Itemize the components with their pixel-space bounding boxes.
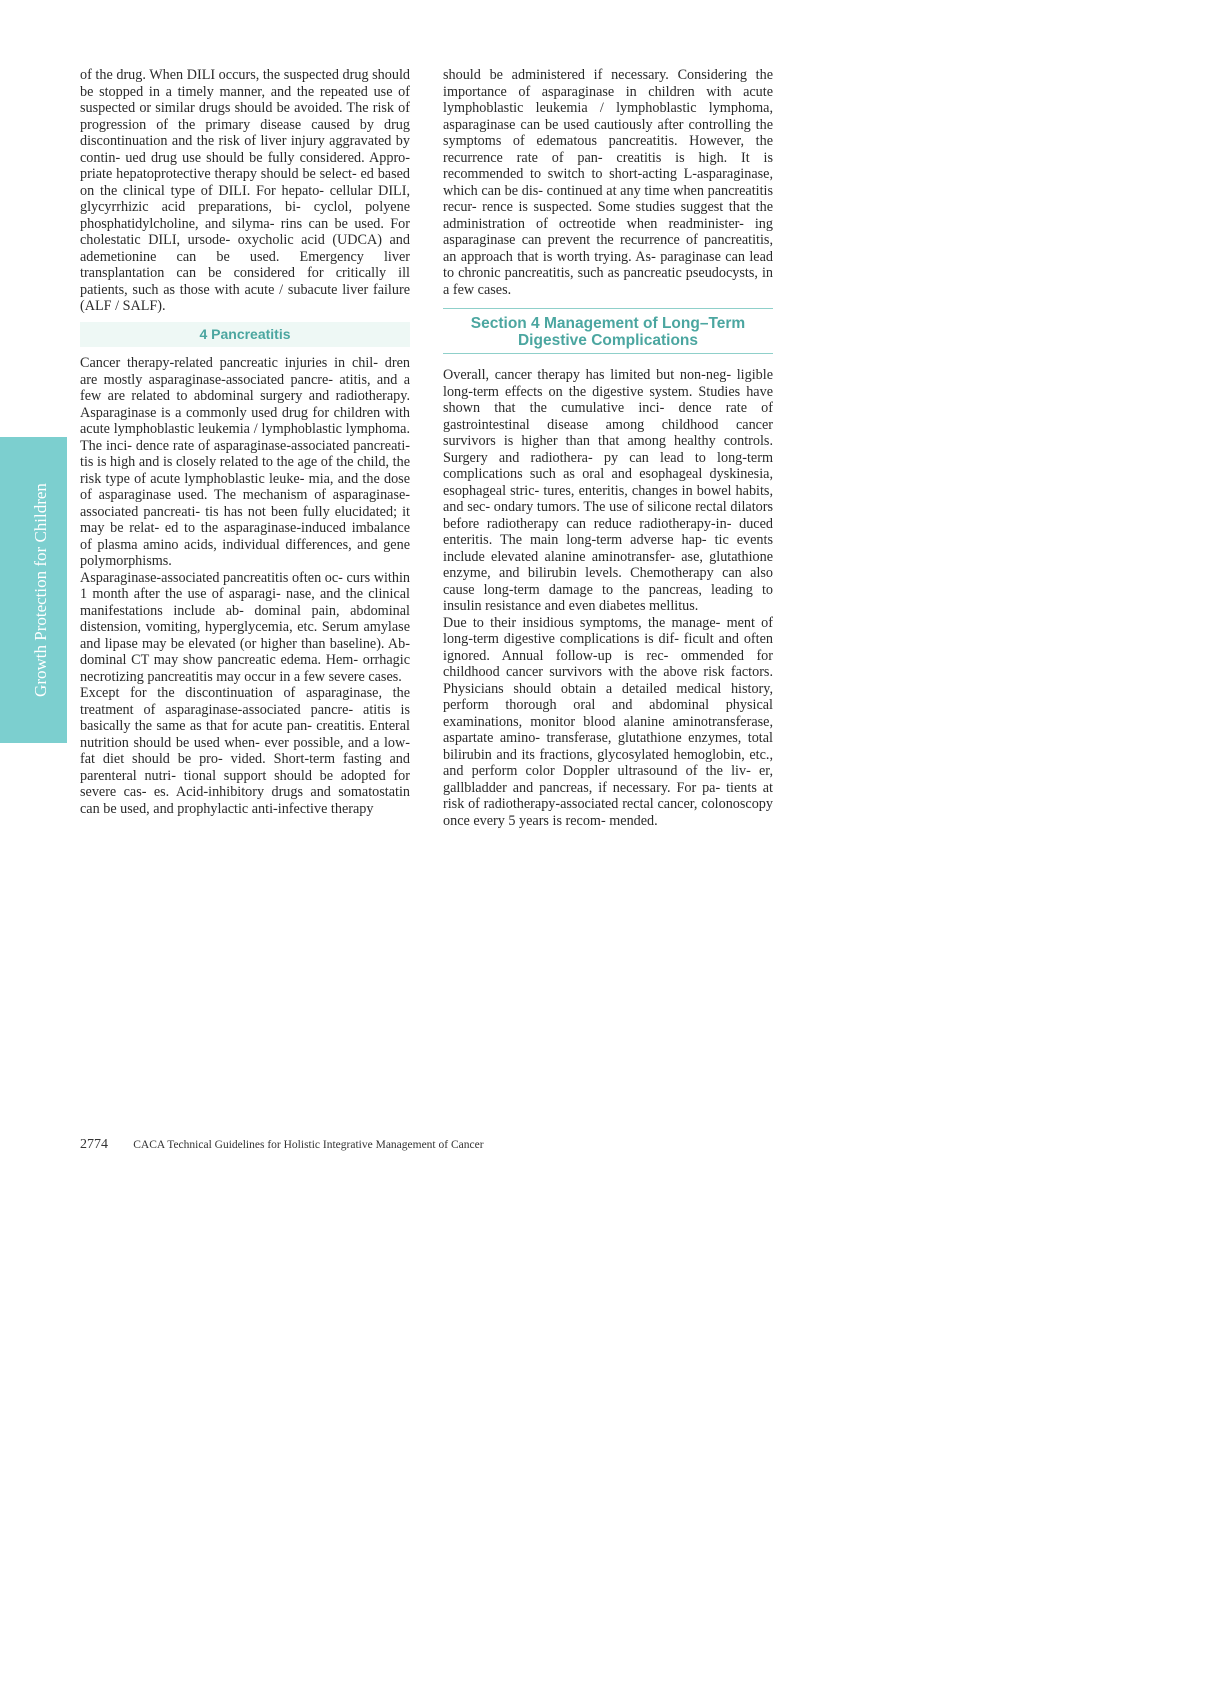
right-intro-paragraph: should be administered if necessary. Considering the importance of asparaginase in children with acute lymphoblastic leukemia / lymphoblastic lymphoma, asparaginase can be used cautiously after controlling the symptoms of edematous pancreatitis. However, the recurrence rate of pan- creatitis is high. It is recommended to switch to short-acting L-asparaginase, which can be dis- continued at any time when pancreatitis recur- rence is suspected. Some studies suggest that the administration of octreotide when readminister- ing asparaginase can prevent the recurrence of pancreatitis, an approach that is worth trying. As- paraginase can lead to chronic pancreatitis, such as pancreatic pseudocysts, in a few cases. xyxy=(443,67,773,298)
right-paragraph: Overall, cancer therapy has limited but non-neg- ligible long-term effects on the digestive system. Studies have shown that the cumulative inci- dence rate of gastrointestinal disease among childhood cancer survivors is higher than that among healthy controls. Surgery and radiothera- py can lead to long-term complications such as oral and esophageal dyskinesia, esophageal stric- tures, enteritis, changes in bowel habits, and sec- ondary tumors. The use of silicone rectal dilators before radiotherapy can reduce radiotherapy-in- duced enteritis. The main long-term adverse hap- tic events include elevated alanine aminotransfer- ase, glutathione enzyme, and bilirubin levels. Chemotherapy can also cause long-term damage to the pancreas, leading to insulin resistance and even diabetes mellitus. xyxy=(443,367,773,614)
left-paragraph: Except for the discontinuation of asparaginase, the treatment of asparaginase-associated pancre- atitis is basically the same as that for acute pan- creatitis. Enteral nutrition should be used when- ever possible, and a low-fat diet should be pro- vided. Short-term fasting and parenteral nutri- tional support should be adopted for severe cas- es. Acid-inhibitory drugs and somatostatin can be used, and prophylactic anti-infective therapy xyxy=(80,685,410,817)
left-paragraph: Asparaginase-associated pancreatitis often oc- curs within 1 month after the use of asparagi- nase, and the clinical manifestations include ab- dominal pain, abdominal distension, vomiting, hyperglycemia, etc. Serum amylase and lipase may be elevated (or higher than baseline). Ab- dominal CT may show pancreatic edema. Hem- orrhagic necrotizing pancreatitis may occur in a few severe cases. xyxy=(80,569,410,685)
left-column xyxy=(80,67,410,817)
section-heading-line-1: Section 4 Management of Long–Term xyxy=(470,315,746,332)
section-heading-line-2: Digestive Complications xyxy=(517,332,698,349)
right-paragraph: Due to their insidious symptoms, the manage- ment of long-term digestive complications is dif- ficult and often ignored. Annual follow-up is rec- ommended for childhood cancer survivors with the above risk factors. Physicians should obtain a detailed medical history, perform thorough oral and abdominal physical examinations, monitor blood alanine aminotransferase, aspartate amino- transferase, glutathione enzymes, total bilirubin and its fractions, glycosylated hemoglobin, etc., and perform color Doppler ultrasound of the liv- er, gallbladder and pancreas, if necessary. For pa- tients at risk of radiotherapy-associated rectal cancer, colonoscopy once every 5 years is recom- mended. xyxy=(443,614,773,829)
right-column xyxy=(443,67,773,829)
pancreatitis-heading: 4 Pancreatitis xyxy=(80,322,410,348)
left-paragraph: Cancer therapy-related pancreatic injuries in chil- dren are mostly asparaginase-associated pancre- atitis, and a few are related to abdominal surgery and radiotherapy. Asparaginase is a commonly used drug for children with acute lymphoblastic leukemia / lymphoblastic lymphoma. The inci- dence rate of asparaginase-associated pancreati- tis is high and is closely related to the age of the child, the risk type of acute lymphoblastic leuke- mia, and the dose of asparaginase used. The mechanism of asparaginase-associated pancreati- tis has not been fully elucidated; it may be relat- ed to the asparaginase-induced imbalance of plasma amino acids, individual differences, and gene polymorphisms. xyxy=(80,355,410,569)
page-footer xyxy=(80,1136,484,1153)
left-intro-paragraph: of the drug. When DILI occurs, the suspected drug should be stopped in a timely manner, and the repeated use of suspected or similar drugs should be avoided. The risk of progression of the primary disease caused by drug discontinuation and the risk of liver injury aggravated by contin- ued drug use should be fully considered. Appro- priate hepatoprotective therapy should be select- ed based on the clinical type of DILI. For hepato- cellular DILI, glycyrrhizic acid preparations, bi- cyclol, polyene phosphatidylcholine, and silyma- rins can be used. For cholestatic DILI, ursode- oxycholic acid (UDCA) and ademetionine can be used. Emergency liver transplantation can be considered for critically ill patients, such as those with acute / subacute liver failure (ALF / SALF). xyxy=(80,67,410,314)
section-heading xyxy=(443,308,773,354)
book-title: CACA Technical Guidelines for Holistic Integrative Management of Cancer xyxy=(133,1139,484,1151)
page-number: 2774 xyxy=(80,1137,108,1152)
side-tab-label: Growth Protection for Children xyxy=(31,483,50,697)
